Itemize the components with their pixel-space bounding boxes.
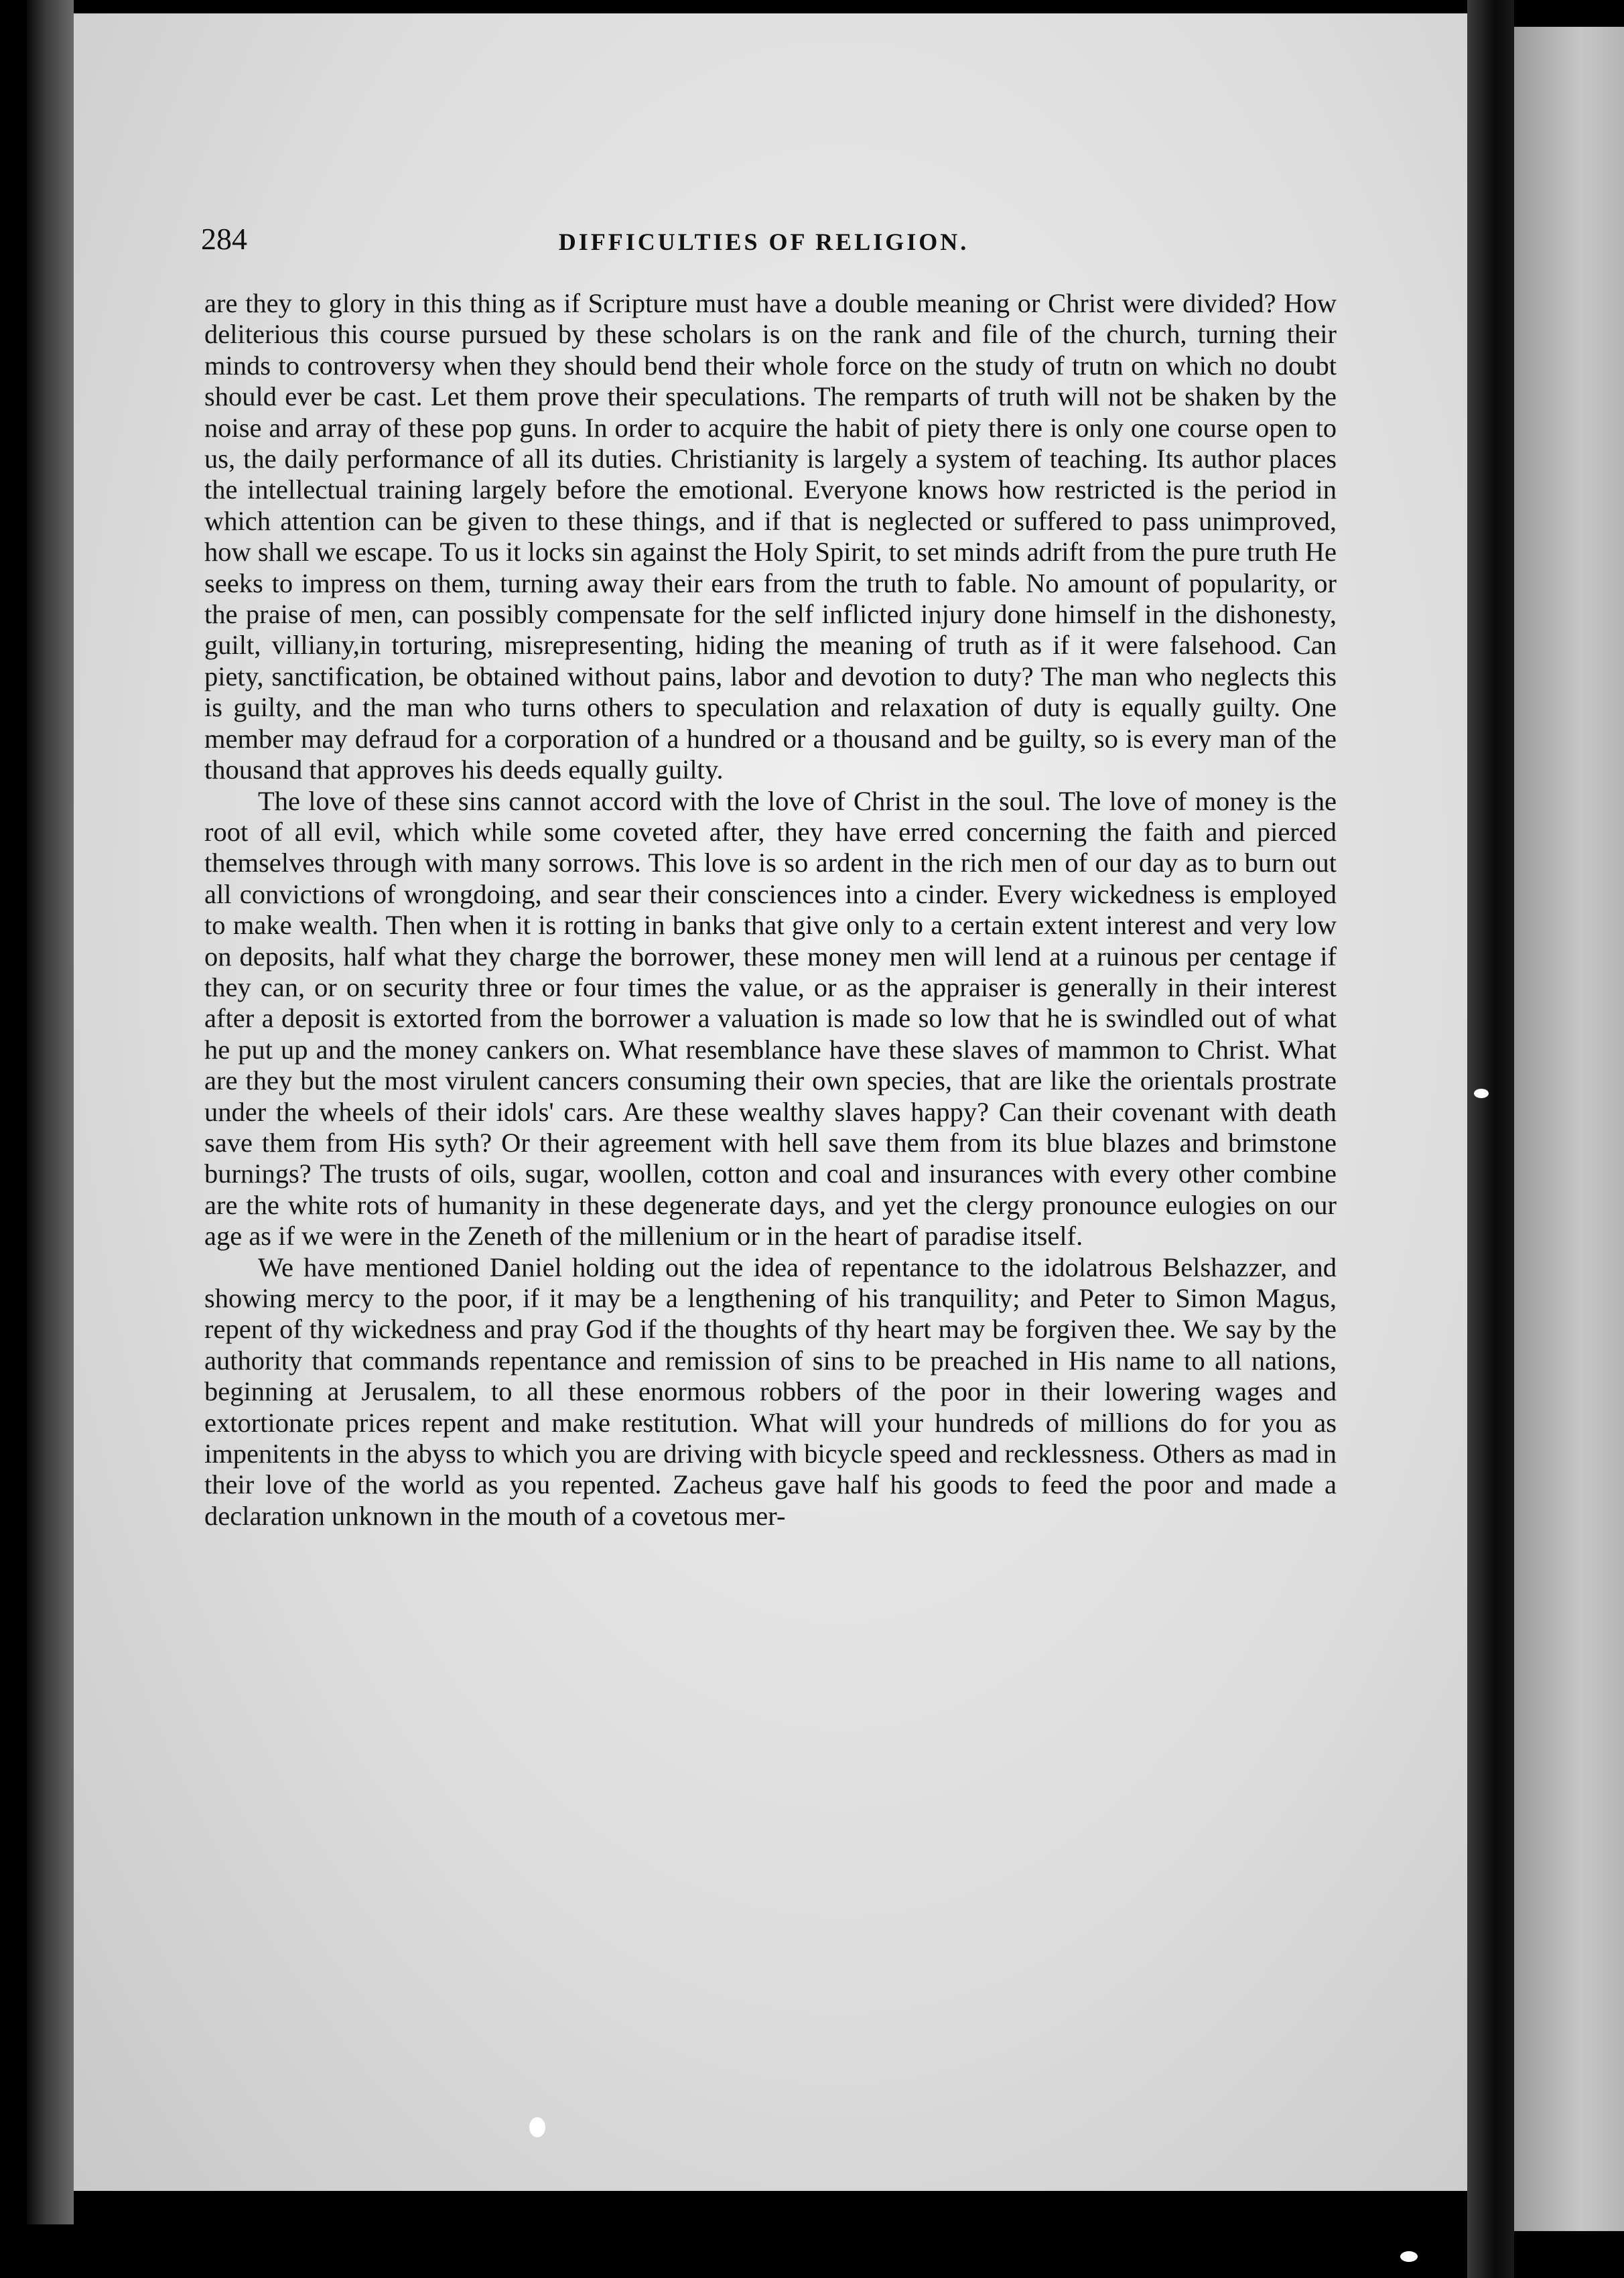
book-cover-edge (27, 0, 74, 2224)
page-number: 284 (201, 222, 247, 256)
scan-speck (1400, 2251, 1418, 2262)
facing-page-edge (1514, 27, 1624, 2231)
page-body (204, 288, 1337, 2084)
scan-speck (1474, 1089, 1489, 1098)
running-head: DIFFICULTIES OF RELIGION. (558, 228, 969, 255)
paragraph-3: We have mentioned Daniel holding out the idea of repentance to the idolatrous Belshazzer, and showing mercy to the poor, if it may be a lengthening of his tranquility; and Peter to Simon Magus, repent of thy wickedness and pray God if the thoughts of thy heart may be forgiven thee. We say by the authority that commands repentance and remission of sins to be preached in His name to all nations, beginning at Jerusalem, to all these enormous robbers of the poor in their lowering wages and extortionate prices repent and make restitution. What will your hundreds of millions do for you as impenitents in the abyss to which you are driving with bicycle speed and recklessness. Others as mad in their love of the world as you repented. Zacheus gave half his goods to feed the poor and made a declaration unknown in the mouth of a covetous mer- (204, 1252, 1337, 1531)
page-header (201, 221, 1327, 281)
book-gutter (1467, 0, 1514, 2278)
paragraph-2: The love of these sins cannot accord with the love of Christ in the soul. The love of money is the root of all evil, which while some coveted after, they have erred concerning the faith and pierced themselves through with many sorrows. This love is so ardent in the rich men of our day as to burn out all convictions of wrongdoing, and sear their consciences into a cinder. Every wickedness is employed to make wealth. Then when it is rotting in banks that give only to a certain extent interest and very low on deposits, half what they charge the borrower, these money men will lend at a ruinous per centage if they can, or on security three or four times the value, or as the appraiser is generally in their interest after a deposit is extorted from the borrower a valuation is made so low that he is swindled out of what he put up and the money cankers on. What resemblance have these slaves of mammon to Christ. What are they but the most virulent cancers consuming their own species, that are like the orientals prostrate under the wheels of their idols' cars. Are these wealthy slaves happy? Can their covenant with death save them from His syth? Or their agreement with hell save them from its blue blazes and brimstone burnings? The trusts of oils, sugar, woollen, cotton and coal and insurances with every other combine are the white rots of humanity in these degenerate days, and yet the clergy pronounce eulogies on our age as if we were in the Zeneth of the millenium or in the heart of paradise itself. (204, 785, 1337, 1252)
paragraph-1: are they to glory in this thing as if Scripture must have a double meaning or Christ were divided? How deliterious this course pursued by these scholars is on the rank and file of the church, turning their minds to controversy when they should bend their whole force on the study of trutn on which no doubt should ever be cast. Let them prove their speculations. The remparts of truth will not be shaken by the noise and array of these pop guns. In order to acquire the habit of piety there is only one course open to us, the daily performance of all its duties. Christianity is largely a system of teaching. Its author places the intellectual training largely before the emotional. Everyone knows how restricted is the period in which attention can be given to these things, and if that is neglected or suffered to pass unimproved, how shall we escape. To us it locks sin against the Holy Spirit, to set minds adrift from the pure truth He seeks to impress on them, turning away their ears from the truth to fable. No amount of popularity, or the praise of men, can possibly compensate for the self inflicted injury done himself in the dishonesty, guilt, villiany,in torturing, misrepresenting, hiding the meaning of truth as if it were falsehood. Can piety, sanctification, be obtained without pains, labor and devotion to duty? The man who neglects this is guilty, and the man who turns others to speculation and relaxation of duty is equally guilty. One member may defraud for a corporation of a hundred or a thousand and be guilty, so is every man of the thousand that approves his deeds equally guilty. (204, 288, 1337, 785)
scan-speck (529, 2117, 545, 2137)
